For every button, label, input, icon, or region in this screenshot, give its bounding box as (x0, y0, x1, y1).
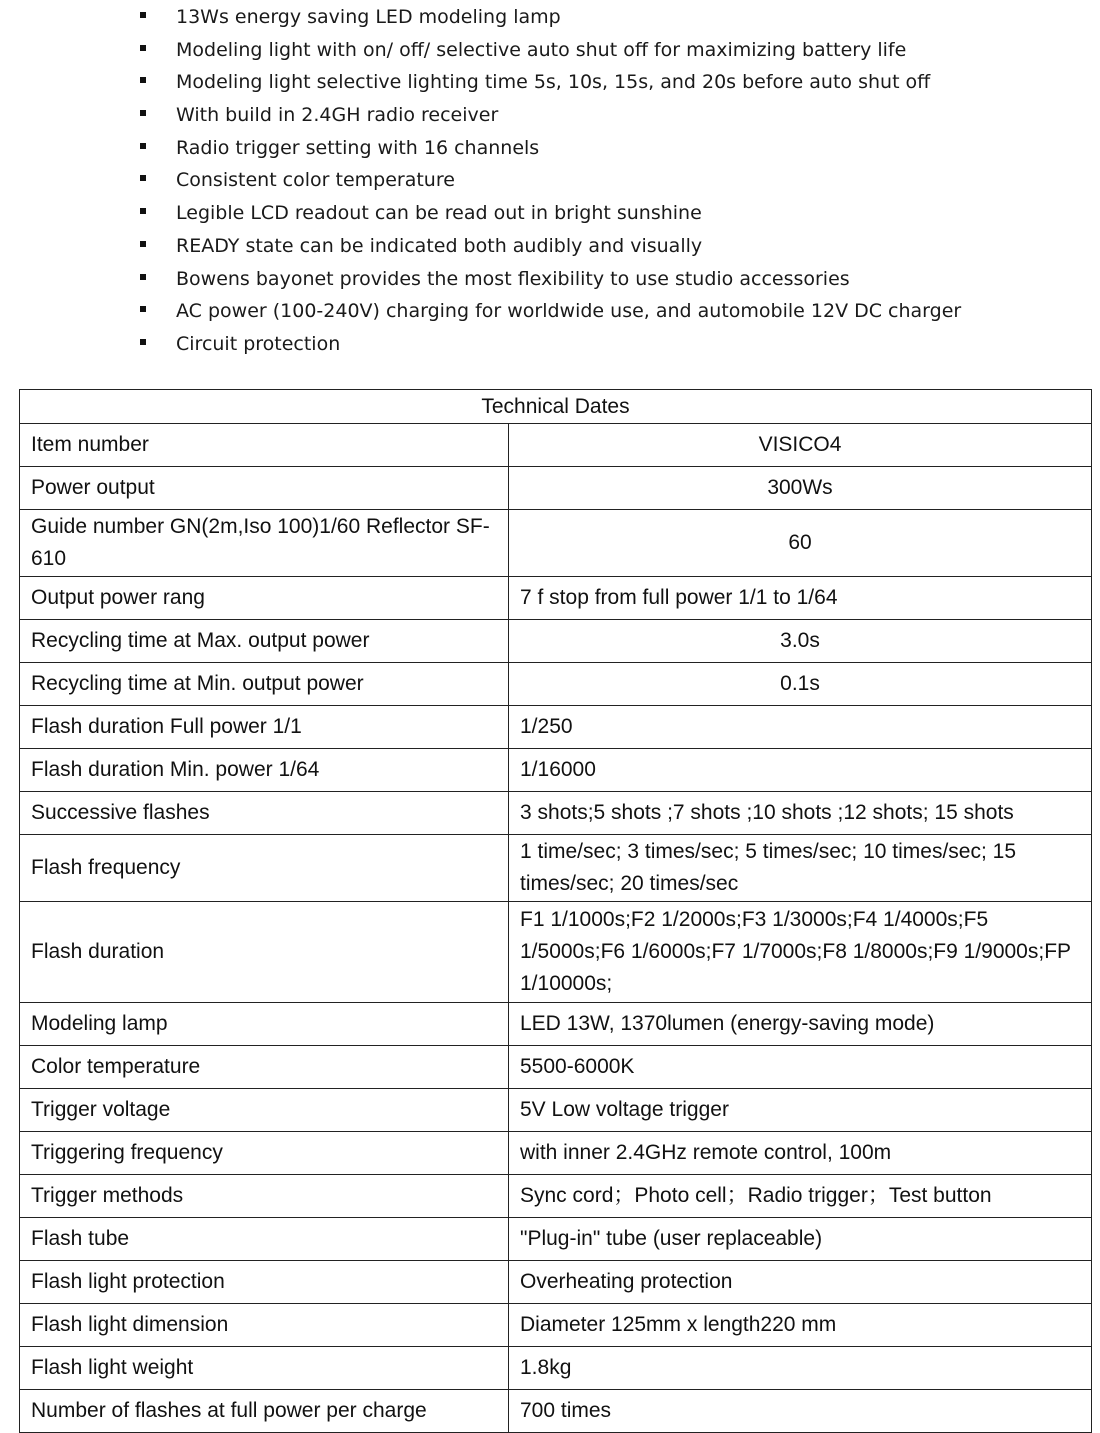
spec-label: Trigger voltage (20, 1089, 509, 1132)
square-bullet-icon (140, 175, 146, 181)
spec-value: 300Ws (509, 467, 1092, 510)
spec-label: Flash light dimension (20, 1304, 509, 1347)
feature-text: Modeling light with on/ off/ selective auto shut off for maximizing battery life (176, 38, 907, 61)
spec-value: VISICO4 (509, 424, 1092, 467)
table-row (20, 1390, 1092, 1433)
spec-value: 700 times (509, 1390, 1092, 1433)
feature-text: Consistent color temperature (176, 169, 455, 192)
square-bullet-icon (140, 241, 146, 247)
spec-label: Recycling time at Min. output power (20, 663, 509, 706)
table-row (20, 902, 1092, 1003)
spec-value: Sync cord；Photo cell；Radio trigger；Test button (509, 1175, 1092, 1218)
spec-value: 0.1s (509, 663, 1092, 706)
spec-label: Power output (20, 467, 509, 510)
spec-label: Flash frequency (20, 835, 509, 902)
square-bullet-icon (140, 208, 146, 214)
spec-value: Overheating protection (509, 1261, 1092, 1304)
table-title-row (20, 390, 1092, 424)
spec-label: Flash duration Full power 1/1 (20, 706, 509, 749)
feature-text: READY state can be indicated both audibly and visually (176, 234, 703, 257)
spec-value: 7 f stop from full power 1/1 to 1/64 (509, 577, 1092, 620)
spec-value: "Plug-in" tube (user replaceable) (509, 1218, 1092, 1261)
table-row (20, 424, 1092, 467)
feature-item (0, 229, 1100, 262)
square-bullet-icon (140, 339, 146, 345)
spec-label: Flash light weight (20, 1347, 509, 1390)
feature-item (0, 65, 1100, 98)
spec-label: Flash duration (20, 902, 509, 1003)
table-row (20, 1347, 1092, 1390)
spec-label: Flash light protection (20, 1261, 509, 1304)
table-row (20, 1261, 1092, 1304)
spec-label: Modeling lamp (20, 1003, 509, 1046)
table-row (20, 663, 1092, 706)
feature-item (0, 131, 1100, 164)
spec-value: 5V Low voltage trigger (509, 1089, 1092, 1132)
spec-value: 1/250 (509, 706, 1092, 749)
square-bullet-icon (140, 143, 146, 149)
feature-list (0, 0, 1100, 360)
feature-text: 13Ws energy saving LED modeling lamp (176, 6, 561, 28)
feature-text: Legible LCD readout can be read out in bright sunshine (176, 202, 702, 225)
spec-value: 1/16000 (509, 749, 1092, 792)
feature-item (0, 98, 1100, 131)
spec-label: Flash duration Min. power 1/64 (20, 749, 509, 792)
table-row (20, 467, 1092, 510)
table-row (20, 1304, 1092, 1347)
table-row (20, 510, 1092, 577)
table-row (20, 835, 1092, 902)
spec-label: Item number (20, 424, 509, 467)
spec-value: with inner 2.4GHz remote control, 100m (509, 1132, 1092, 1175)
spec-value: 3 shots;5 shots ;7 shots ;10 shots ;12 shots; 15 shots (509, 792, 1092, 835)
spec-label: Output power rang (20, 577, 509, 620)
technical-specs-table (19, 389, 1092, 1433)
feature-item (0, 262, 1100, 295)
table-row (20, 1003, 1092, 1046)
feature-item (0, 33, 1100, 66)
spec-label: Recycling time at Max. output power (20, 620, 509, 663)
feature-item (0, 196, 1100, 229)
square-bullet-icon (140, 306, 146, 312)
spec-label: Successive flashes (20, 792, 509, 835)
feature-item (0, 327, 1100, 360)
square-bullet-icon (140, 45, 146, 51)
spec-value: LED 13W, 1370lumen (energy-saving mode) (509, 1003, 1092, 1046)
table-row (20, 1175, 1092, 1218)
feature-text: With build in 2.4GH radio receiver (176, 104, 499, 127)
spec-value: 60 (509, 510, 1092, 577)
feature-item (0, 294, 1100, 327)
table-row (20, 1218, 1092, 1261)
spec-value: 3.0s (509, 620, 1092, 663)
spec-value: 5500-6000K (509, 1046, 1092, 1089)
spec-label: Color temperature (20, 1046, 509, 1089)
table-row (20, 1046, 1092, 1089)
feature-text: Modeling light selective lighting time 5s, 10s, 15s, and 20s before auto shut off (176, 71, 931, 94)
square-bullet-icon (140, 110, 146, 116)
feature-text: Circuit protection (176, 332, 341, 355)
spec-value: 1 time/sec; 3 times/sec; 5 times/sec; 10 times/sec; 15 times/sec; 20 times/sec (509, 835, 1092, 902)
table-row (20, 620, 1092, 663)
spec-value: 1.8kg (509, 1347, 1092, 1390)
table-row (20, 1089, 1092, 1132)
feature-item (0, 163, 1100, 196)
table-row (20, 1132, 1092, 1175)
feature-text: AC power (100-240V) charging for worldwide use, and automobile 12V DC charger (176, 300, 962, 323)
spec-value: F1 1/1000s;F2 1/2000s;F3 1/3000s;F4 1/4000s;F5 1/5000s;F6 1/6000s;F7 1/7000s;F8 1/8000s;F9 1/9000s;FP 1/10000s; (509, 902, 1092, 1003)
feature-text: Radio trigger setting with 16 channels (176, 136, 540, 159)
spec-value: Diameter 125mm x length220 mm (509, 1304, 1092, 1347)
table-row (20, 792, 1092, 835)
feature-item (0, 0, 1100, 33)
spec-label: Flash tube (20, 1218, 509, 1261)
table-row (20, 577, 1092, 620)
spec-label: Number of flashes at full power per charge (20, 1390, 509, 1433)
spec-label: Guide number GN(2m,Iso 100)1/60 Reflector SF-610 (20, 510, 509, 577)
square-bullet-icon (140, 274, 146, 280)
square-bullet-icon (140, 77, 146, 83)
spec-label: Triggering frequency (20, 1132, 509, 1175)
feature-text: Bowens bayonet provides the most flexibility to use studio accessories (176, 267, 850, 290)
square-bullet-icon (140, 12, 146, 18)
table-title: Technical Dates (20, 390, 1092, 424)
spec-label: Trigger methods (20, 1175, 509, 1218)
table-row (20, 749, 1092, 792)
table-row (20, 706, 1092, 749)
